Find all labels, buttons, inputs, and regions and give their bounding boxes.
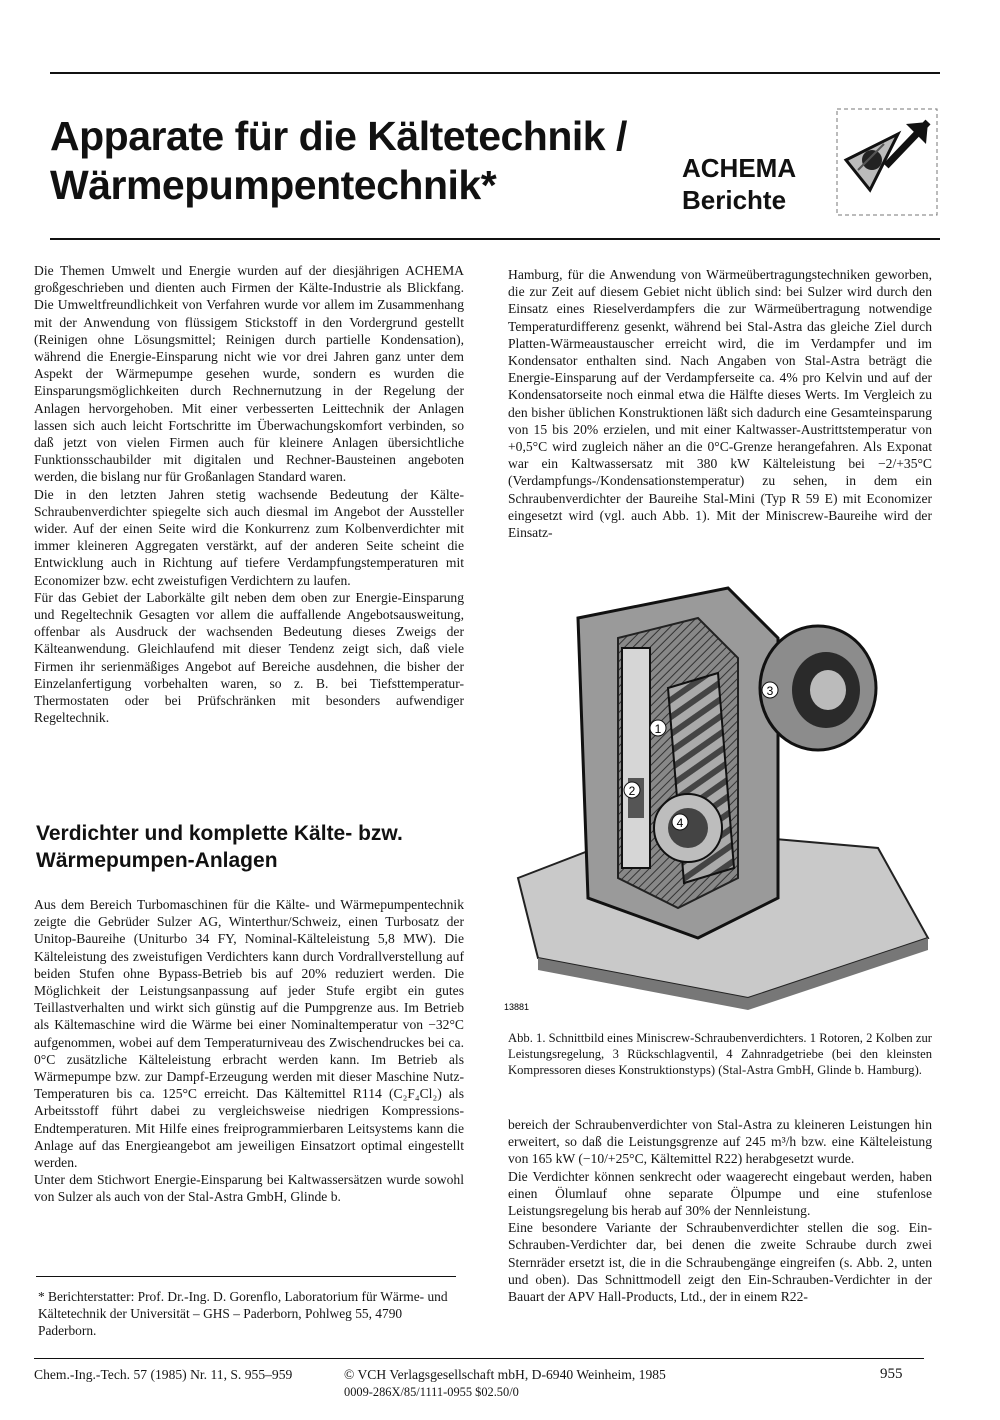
- paragraph: Für das Gebiet der Laborkälte gilt neben dem oben zur Energie-Einsparung und Regeltechnik Gesagten vor allem die auffallende Angebotsausweitung, offenbar als Ausdruck der wachsenden Bedeutung dieses Zweigs der Kälteanwendung. Gleichlaufend mit dieser Tendenz zeigt sich, daß viele Firmen ihr serienmäßiges Angebot auf Bereiche ausdehnen, die bisher der Einzelanfertigung vorbehalten waren, so z. B. bei Tiefsttemperatur-Thermostaten oder bei Prüfschränken mit besonders aufwendiger Regeltechnik.: [34, 589, 464, 726]
- compressor-cutaway-figure: [498, 578, 932, 1018]
- brand-line-1: ACHEMA: [682, 153, 797, 183]
- figure-label-4: 4: [676, 816, 684, 830]
- section-label: [682, 152, 796, 216]
- footnote: * Berichterstatter: Prof. Dr.-Ing. D. Gorenflo, Laboratorium für Wärme- und Kältetechnik der Universität – GHS – Paderborn, Pohlweg 55, 4790 Paderborn.: [38, 1289, 448, 1338]
- paragraph: Die Themen Umwelt und Energie wurden auf der diesjährigen ACHEMA großgeschrieben und dienten auch Firmen der Kälte-Industrie als Blickfang. Die Umweltfreundlichkeit von Verfahren wurde vor allem im Zusammenhang mit der Anwendung von flüssigem Stickstoff in den Vordergrund gestellt (Reinigen ohne Lösungsmittel; Reinigen durch partielle Kondensation), während die Energie-Einsparung nicht wie vor drei Jahren ganz unter dem Aspekt der Wärmepumpe gesehen wurde, sondern es wurden die Einsparungsmöglichkeiten durch Rechnernutzung in der Regelung der Anlagen hervorgehoben. Mit einer verbesserten Leittechnik der Anlagen lassen sich auch leicht Fortschritte im Überwachungskomfort verbinden, so daß jetzt von vielen Firmen auch für kleinere Anlagen übersichtliche Funktionsschaubilder mit digitalen und Rechner-Bausteinen angeboten werden, die bislang nur für Großanlagen Standard waren.: [34, 263, 464, 485]
- section-heading: Verdichter und komplette Kälte- bzw. Wärmepumpen-Anlagen: [36, 822, 403, 872]
- issn-line: 0009-286X/85/1111-0955 $02.50/0: [344, 1385, 519, 1399]
- footer-rule: [34, 1358, 924, 1359]
- right-column-continued: [508, 1116, 932, 1305]
- footnote-rule: [36, 1276, 456, 1277]
- right-column: [508, 266, 932, 541]
- figure-label-1: 1: [654, 722, 662, 736]
- publisher-line: © VCH Verlagsgesellschaft mbH, D-6940 Weinheim, 1985: [344, 1367, 666, 1382]
- title-line-2: Wärmepumpentechnik*: [50, 162, 497, 208]
- title-line-1: Apparate für die Kältetechnik /: [50, 113, 627, 159]
- top-rule: [50, 72, 940, 74]
- paragraph: Aus dem Bereich Turbomaschinen für die Kälte- und Wärmepumpentechnik zeigte die Gebrüder Sulzer AG, Winterthur/Schweiz, einen Turbosatz der Unitop-Baureihe (Uniturbo 34 FY, Nominal-Kälteleistung 5,8 MW). Die Kälteleistung des zweistufigen Verdichters kann durch Vordrallverstellung auf beiden Stufen ohne Bypass-Betrieb bis auf 20% reduziert werden. Die Möglichkeit der Leistungsanpassung auf jeder Stufe ergibt ein gutes Teillastverhalten und wirkt sich günstig auf die Pumpgrenze aus. Im Betrieb als Kältemaschine wird die Wärme bei einer Nominaltemperatur von −32°C aufgenommen, wobei auf dem Temperaturniveau des Zwischendruckes bei ca. 0°C zusätzliche Kälteleistung erbracht werden kann. Im Betrieb als Wärmepumpe bzw. zur Dampf-Erzeugung werden mit dieser Maschine Nutz-Temperaturen bis ca. 125°C erreicht. Das Kältemittel R114 (C₂F₄Cl₂) als Arbeitsstoff führt dabei zu vergleichsweise niedrigen Kompressions-Endtemperaturen. Mit Hilfe eines freiprogrammierbaren Leitsystems kann die Anlage auf das Energieangebot am jeweiligen Einsatzort optimal eingestellt werden.: [34, 897, 464, 1171]
- figure-label-3: 3: [766, 684, 774, 698]
- page-number: 955: [880, 1366, 903, 1382]
- paragraph: Unter dem Stichwort Energie-Einsparung bei Kaltwassersätzen wurde sowohl von Sulzer als auch von der Stal-Astra GmbH, Glinde b.: [34, 1172, 464, 1205]
- paragraph: bereich der Schraubenverdichter von Stal-Astra zu kleineren Leistungen hin erweitert, so daß die Leistungsgrenze auf 245 m³/h bzw. eine Kälteleistung von 165 kW (−10/+25°C, Kältemittel R22) herabgesetzt wurde.: [508, 1117, 932, 1167]
- figure-caption: Abb. 1. Schnittbild eines Miniscrew-Schraubenverdichters. 1 Rotoren, 2 Kolben zur Leistungsregelung, 3 Rückschlagventil, 4 Zahnradgetriebe (bei den kleinsten Kompressoren dieses Konstruktionstyps) (Stal-Astra GmbH, Glinde b. Hamburg).: [508, 1031, 932, 1077]
- figure-tag: 13881: [504, 1002, 530, 1012]
- journal-citation: Chem.-Ing.-Tech. 57 (1985) Nr. 11, S. 955–959: [34, 1367, 293, 1382]
- paragraph: Die Verdichter können senkrecht oder waagerecht eingebaut werden, haben einen Ölumlauf ohne separate Ölpumpe und eine stufenlose Leistungsregelung bis herab auf 30% der Nennleistung.: [508, 1168, 932, 1219]
- figure-label-2: 2: [628, 784, 636, 798]
- paragraph: Eine besondere Variante der Schraubenverdichter stellen die sog. Ein-Schrauben-Verdichter dar, bei denen die zweite Schraube durch zwei Sternräder ersetzt ist, die in die Schraubengänge eingreifen (s. Abb. 2, unten und oben). Das Schnittmodell zeigt den Ein-Schrauben-Verdichter in der Bauart der APV Hall-Products, Ltd., der in einem R22-: [508, 1220, 932, 1305]
- achema-logo-icon: [836, 108, 938, 216]
- page-title: [50, 112, 650, 210]
- paragraph: Die in den letzten Jahren stetig wachsende Bedeutung der Kälte-Schraubenverdichter spiegelte sich auch diesmal im Angebot der Aussteller wider. Auf der einen Seite wird die Konkurrenz zum Kolbenverdichter mit immer kleineren Aggregaten verstärkt, auf der anderen Seite scheint die Entwicklung auch in Richtung auf tiefere Verdampfungstemperaturen mit Economizer bzw. echt zweistufigen Verdichtern zu laufen.: [34, 486, 464, 588]
- left-column: [34, 262, 464, 726]
- left-column-continued: [34, 896, 464, 1206]
- paragraph: Hamburg, für die Anwendung von Wärmeübertragungstechniken geworben, die zur Zeit auf diesem Gebiet nicht üblich sind: bei Sulzer wird durch den Einsatz eines Rieselverdampfers die zur Wärmeübertragung notwendige Temperaturdifferenz gesenkt, während bei Stal-Astra das gleiche Ziel durch Platten-Wärmeaustauscher erreicht wird, die im Verdampfer und im Kondensator enthalten sind. Nach Angaben von Stal-Astra beträgt die Energie-Einsparung auf der Verdampferseite ca. 4% pro Kelvin und auf der Kondensatorseite noch einmal etwa die Hälfte dieses Werts. Im Vergleich zu den bisher üblichen Konstruktionen läßt sich dadurch eine Gesamteinsparung von 15 bis 20% erzielen, und mit einer Kaltwasser-Austrittstemperatur von +0,5°C wird zugleich näher an die 0°C-Grenze herangefahren. Als Exponat war ein Kaltwassersatz mit 380 kW Kälteleistung bei −2/+35°C (Verdampfungs-/Kondensationstemperatur) zu sehen, in dem ein Schraubenverdichter der Baureihe Stal-Mini (Typ R 59 E) mit Economizer eingesetzt wird (vgl. auch Abb. 1). Mit der Miniscrew-Baureihe wird der Einsatz-: [508, 267, 932, 541]
- header-bottom-rule: [50, 238, 940, 240]
- brand-line-2: Berichte: [682, 185, 787, 215]
